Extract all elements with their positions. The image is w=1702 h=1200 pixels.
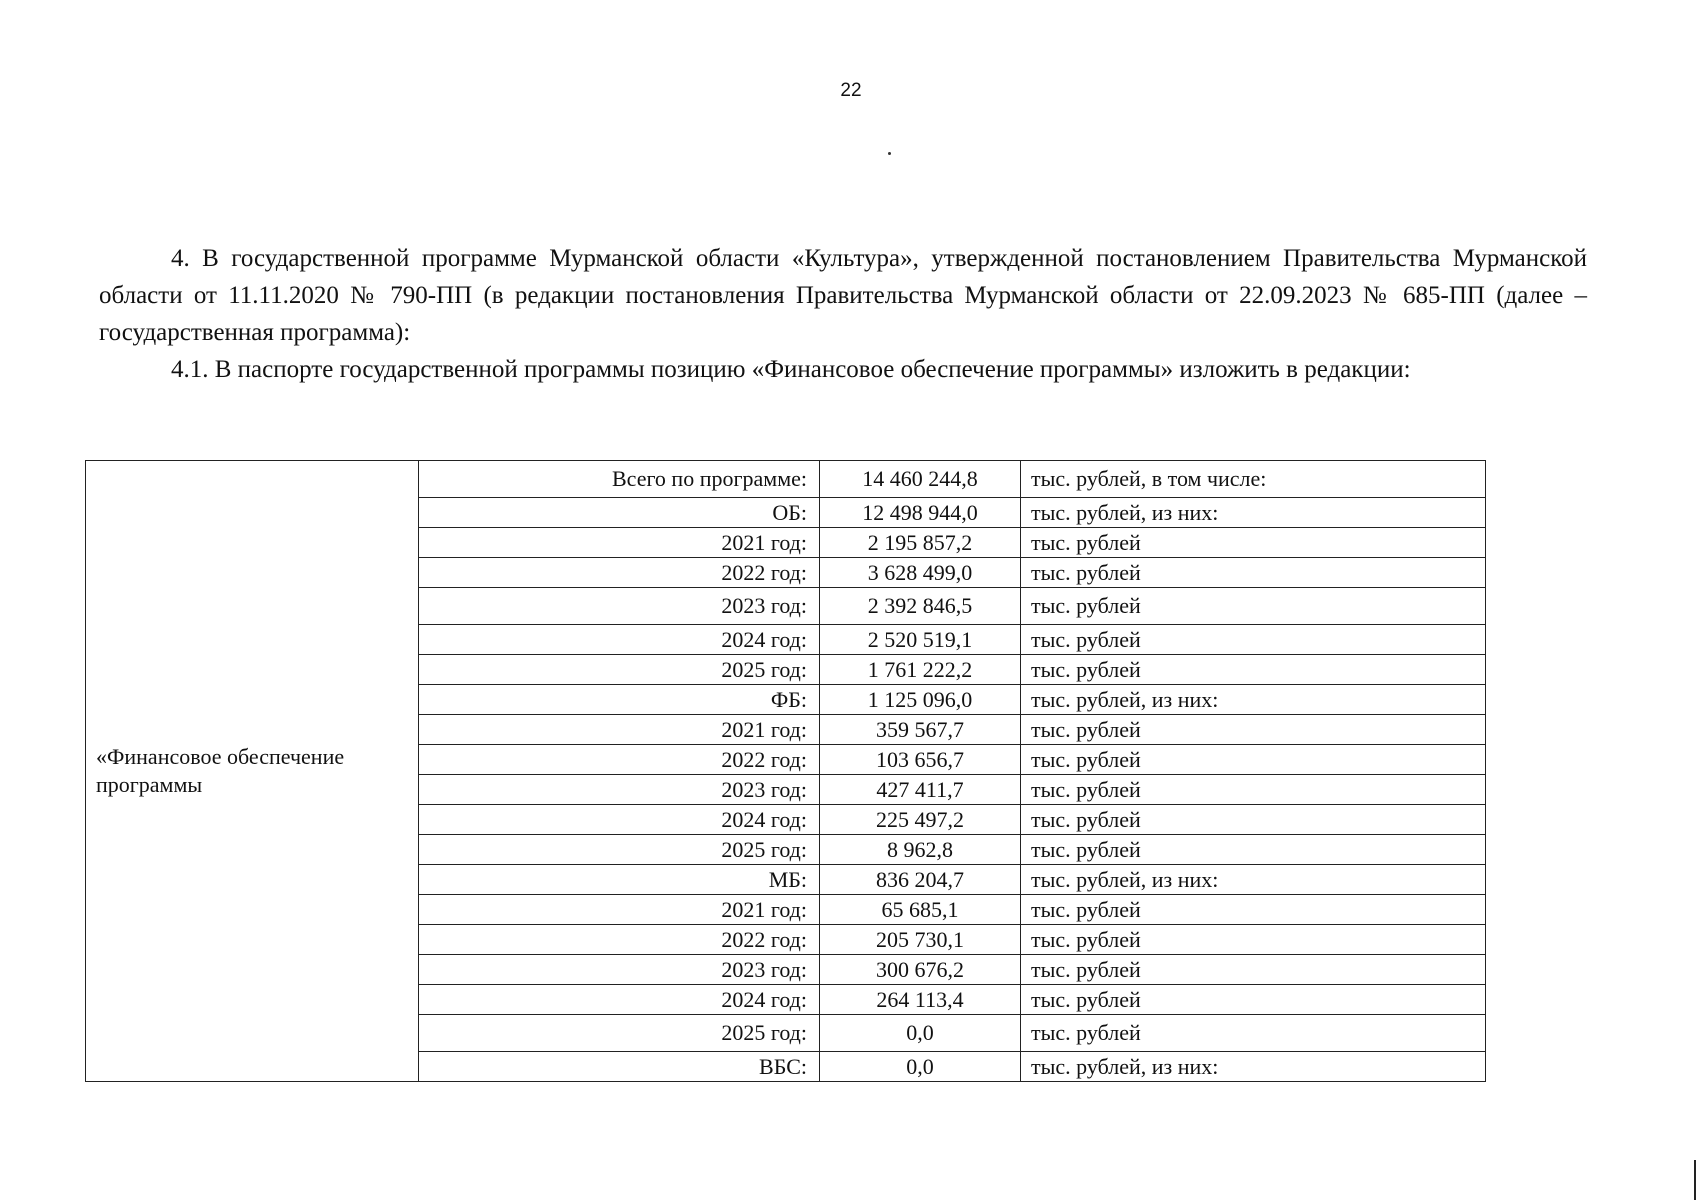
row-unit: тыс. рублей (1021, 625, 1486, 655)
row-category: 2025 год: (419, 655, 820, 685)
row-unit: тыс. рублей, из них: (1021, 685, 1486, 715)
row-category: Всего по программе: (419, 461, 820, 498)
row-category: 2024 год: (419, 625, 820, 655)
row-category: 2021 год: (419, 528, 820, 558)
row-category: ВБС: (419, 1052, 820, 1082)
row-value: 1 761 222,2 (820, 655, 1021, 685)
row-unit: тыс. рублей (1021, 775, 1486, 805)
row-unit: тыс. рублей (1021, 805, 1486, 835)
row-value: 427 411,7 (820, 775, 1021, 805)
row-value: 0,0 (820, 1015, 1021, 1052)
row-unit: тыс. рублей (1021, 655, 1486, 685)
paragraph-4: 4. В государственной программе Мурманской области «Культура», утвержденной постановлением Правительства Мурманской области от 11.11.2020 № 790-ПП (в редакции постановления Правительства Мурманской области от 22.09.2023 № 685-ПП (далее – государственная программа): (99, 245, 1587, 346)
row-value: 836 204,7 (820, 865, 1021, 895)
row-value: 12 498 944,0 (820, 498, 1021, 528)
row-category: 2024 год: (419, 985, 820, 1015)
row-value: 300 676,2 (820, 955, 1021, 985)
row-unit: тыс. рублей (1021, 745, 1486, 775)
row-unit: тыс. рублей (1021, 528, 1486, 558)
row-category: 2022 год: (419, 558, 820, 588)
row-category: 2025 год: (419, 835, 820, 865)
row-unit: тыс. рублей (1021, 835, 1486, 865)
row-category: 2023 год: (419, 588, 820, 625)
row-unit: тыс. рублей (1021, 558, 1486, 588)
paragraph-4-1: 4.1. В паспорте государственной программы позицию «Финансовое обеспечение программы» изложить в редакции: (171, 356, 1411, 383)
row-value: 65 685,1 (820, 895, 1021, 925)
row-value: 103 656,7 (820, 745, 1021, 775)
row-category: МБ: (419, 865, 820, 895)
row-unit: тыс. рублей (1021, 955, 1486, 985)
row-category: 2022 год: (419, 925, 820, 955)
row-value: 2 520 519,1 (820, 625, 1021, 655)
row-value: 8 962,8 (820, 835, 1021, 865)
row-value: 14 460 244,8 (820, 461, 1021, 498)
row-value: 359 567,7 (820, 715, 1021, 745)
row-value: 2 392 846,5 (820, 588, 1021, 625)
row-unit: тыс. рублей, из них: (1021, 865, 1486, 895)
row-category: 2024 год: (419, 805, 820, 835)
row-value: 0,0 (820, 1052, 1021, 1082)
row-unit: тыс. рублей (1021, 588, 1486, 625)
row-value: 205 730,1 (820, 925, 1021, 955)
scan-edge-mark (1694, 1160, 1696, 1200)
row-category: 2021 год: (419, 715, 820, 745)
row-unit: тыс. рублей, из них: (1021, 1052, 1486, 1082)
row-value: 3 628 499,0 (820, 558, 1021, 588)
row-category: 2025 год: (419, 1015, 820, 1052)
row-unit: тыс. рублей (1021, 985, 1486, 1015)
row-value: 264 113,4 (820, 985, 1021, 1015)
row-unit: тыс. рублей, из них: (1021, 498, 1486, 528)
row-category: 2023 год: (419, 955, 820, 985)
row-category: ФБ: (419, 685, 820, 715)
financing-label-cell: «Финансовое обеспечение программы (86, 461, 419, 1082)
row-value: 225 497,2 (820, 805, 1021, 835)
financing-table (85, 460, 1486, 1082)
row-value: 2 195 857,2 (820, 528, 1021, 558)
row-category: 2022 год: (419, 745, 820, 775)
row-unit: тыс. рублей (1021, 715, 1486, 745)
table-row (86, 461, 1486, 498)
scan-speck (888, 152, 891, 155)
row-unit: тыс. рублей, в том числе: (1021, 461, 1486, 498)
document-body (99, 240, 1587, 388)
row-unit: тыс. рублей (1021, 895, 1486, 925)
page-number: 22 (840, 80, 862, 101)
row-category: 2021 год: (419, 895, 820, 925)
row-value: 1 125 096,0 (820, 685, 1021, 715)
row-unit: тыс. рублей (1021, 925, 1486, 955)
row-category: 2023 год: (419, 775, 820, 805)
row-unit: тыс. рублей (1021, 1015, 1486, 1052)
row-category: ОБ: (419, 498, 820, 528)
